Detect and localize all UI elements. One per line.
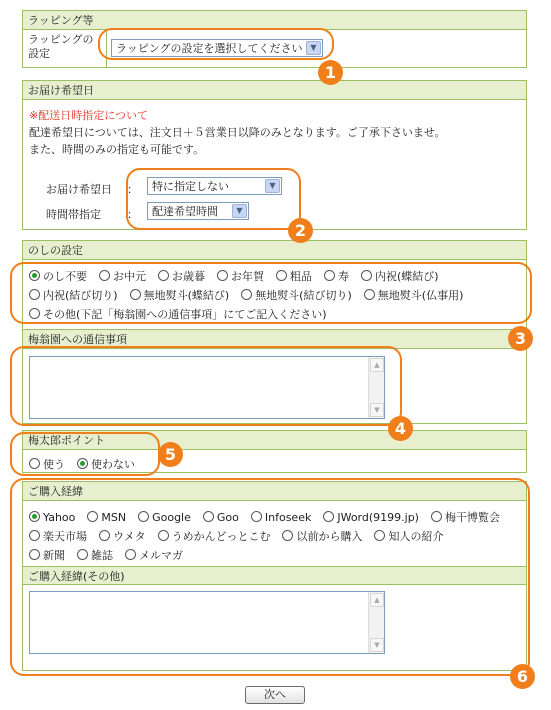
callout-badge-4: 4	[388, 416, 413, 441]
radio-icon	[77, 549, 88, 560]
chevron-down-icon: ▼	[232, 204, 247, 218]
radio-icon	[29, 530, 40, 541]
radio-icon	[158, 530, 169, 541]
delivery-time-select[interactable]	[147, 202, 249, 220]
delivery-notice-line2: また、時間のみの指定も可能です。	[29, 143, 205, 156]
radio-icon	[130, 289, 141, 300]
delivery-date-value: 特に指定しない	[152, 180, 229, 193]
points-section	[22, 430, 527, 473]
purchase-option[interactable]: 楽天市場	[29, 527, 87, 546]
radio-icon	[241, 289, 252, 300]
purchase-option[interactable]: ウメタ	[99, 527, 146, 546]
noshi-option[interactable]: お歳暮	[158, 267, 205, 286]
noshi-option[interactable]: 無地熨斗(結び切り)	[241, 286, 352, 305]
purchase-option[interactable]: Google	[138, 508, 191, 527]
radio-icon	[29, 549, 40, 560]
radio-icon	[282, 530, 293, 541]
purchase-option[interactable]: 知人の紹介	[374, 527, 443, 546]
radio-icon	[361, 270, 372, 281]
purchase-option[interactable]: 以前から購入	[282, 527, 362, 546]
wrapping-header: ラッピング等	[23, 11, 526, 30]
radio-icon	[324, 270, 335, 281]
purchase-other-textarea[interactable]	[29, 591, 385, 654]
delivery-notice-line1: 配達希望日については、注文日＋５営業日以降のみとなります。ご了承下さいませ。	[29, 126, 446, 139]
purchase-options	[29, 508, 523, 565]
radio-icon	[158, 270, 169, 281]
purchase-option[interactable]: Goo	[203, 508, 239, 527]
delivery-time-value: 配達希望時間	[152, 205, 218, 218]
wrapping-select[interactable]	[111, 39, 323, 57]
radio-icon	[29, 308, 40, 319]
chevron-down-icon: ▼	[306, 41, 321, 55]
scrollbar[interactable]	[368, 592, 384, 653]
radio-icon	[323, 511, 334, 522]
message-header: 梅翁園への通信事項	[23, 330, 526, 349]
wrapping-select-value: ラッピングの設定を選択してください	[116, 42, 303, 55]
radio-icon	[138, 511, 149, 522]
points-option-not-use[interactable]: 使わない	[77, 456, 135, 472]
radio-icon	[29, 289, 40, 300]
noshi-option[interactable]: その他(下記「梅翁園への通信事項」にてご記入ください)	[29, 305, 327, 324]
delivery-notice-title: ※配送日時指定について	[29, 109, 148, 122]
radio-icon	[29, 270, 40, 281]
scroll-up-icon[interactable]: ▲	[370, 358, 384, 372]
noshi-option[interactable]: 粗品	[276, 267, 312, 286]
purchase-other-header: ご購入経緯(その他)	[23, 566, 526, 585]
purchase-option[interactable]: MSN	[87, 508, 126, 527]
delivery-time-colon: ：	[127, 208, 138, 221]
noshi-option[interactable]: 無地熨斗(蝶結び)	[130, 286, 230, 305]
noshi-option[interactable]: のし不要	[29, 267, 87, 286]
radio-icon	[99, 270, 110, 281]
radio-icon	[251, 511, 262, 522]
radio-icon	[364, 289, 375, 300]
radio-icon	[29, 511, 40, 522]
radio-icon	[431, 511, 442, 522]
scroll-down-icon[interactable]: ▼	[370, 403, 384, 417]
purchase-option[interactable]: 雑誌	[77, 546, 113, 565]
callout-badge-1: 1	[318, 60, 343, 85]
noshi-option[interactable]: お年賀	[217, 267, 264, 286]
callout-badge-6: 6	[510, 664, 535, 689]
delivery-date-select[interactable]	[147, 177, 282, 195]
delivery-date-label: お届け希望日	[46, 183, 112, 196]
radio-icon	[77, 458, 88, 469]
purchase-section	[22, 481, 527, 671]
delivery-header: お届け希望日	[23, 81, 526, 100]
radio-icon	[203, 511, 214, 522]
noshi-section	[22, 240, 527, 330]
purchase-option[interactable]: JWord(9199.jp)	[323, 508, 419, 527]
purchase-option[interactable]: メルマガ	[125, 546, 183, 565]
noshi-option[interactable]: お中元	[99, 267, 146, 286]
noshi-option[interactable]: 内祝(結び切り)	[29, 286, 118, 305]
purchase-option[interactable]: うめかんどっとこむ	[158, 527, 271, 546]
delivery-section	[22, 80, 527, 230]
noshi-option[interactable]: 無地熨斗(仏事用)	[364, 286, 464, 305]
radio-icon	[125, 549, 136, 560]
chevron-down-icon: ▼	[265, 179, 280, 193]
radio-icon	[217, 270, 228, 281]
wrapping-label: ラッピングの設定	[23, 30, 107, 67]
callout-badge-5: 5	[158, 442, 183, 467]
next-button[interactable]: 次へ	[245, 686, 305, 704]
scrollbar[interactable]	[368, 357, 384, 418]
delivery-date-colon: ：	[127, 183, 138, 196]
radio-icon	[29, 458, 40, 469]
noshi-header: のしの設定	[23, 241, 526, 260]
callout-badge-2: 2	[288, 218, 313, 243]
scroll-up-icon[interactable]: ▲	[370, 593, 384, 607]
message-textarea[interactable]	[29, 356, 385, 419]
noshi-options	[29, 267, 523, 324]
delivery-time-label: 時間帯指定	[46, 208, 101, 221]
radio-icon	[276, 270, 287, 281]
radio-icon	[99, 530, 110, 541]
message-section	[22, 329, 527, 424]
purchase-option[interactable]: Yahoo	[29, 508, 75, 527]
purchase-option[interactable]: 新聞	[29, 546, 65, 565]
radio-icon	[87, 511, 98, 522]
radio-icon	[374, 530, 385, 541]
points-header: 梅太郎ポイント	[23, 431, 526, 450]
purchase-option[interactable]: 梅干博覧会	[431, 508, 500, 527]
purchase-header: ご購入経緯	[23, 482, 526, 501]
callout-badge-3: 3	[508, 326, 533, 351]
points-option-use[interactable]: 使う	[29, 456, 65, 472]
purchase-option[interactable]: Infoseek	[251, 508, 311, 527]
noshi-option[interactable]: 内祝(蝶結び)	[361, 267, 439, 286]
noshi-option[interactable]: 寿	[324, 267, 349, 286]
scroll-down-icon[interactable]: ▼	[370, 638, 384, 652]
wrapping-section	[22, 10, 527, 68]
